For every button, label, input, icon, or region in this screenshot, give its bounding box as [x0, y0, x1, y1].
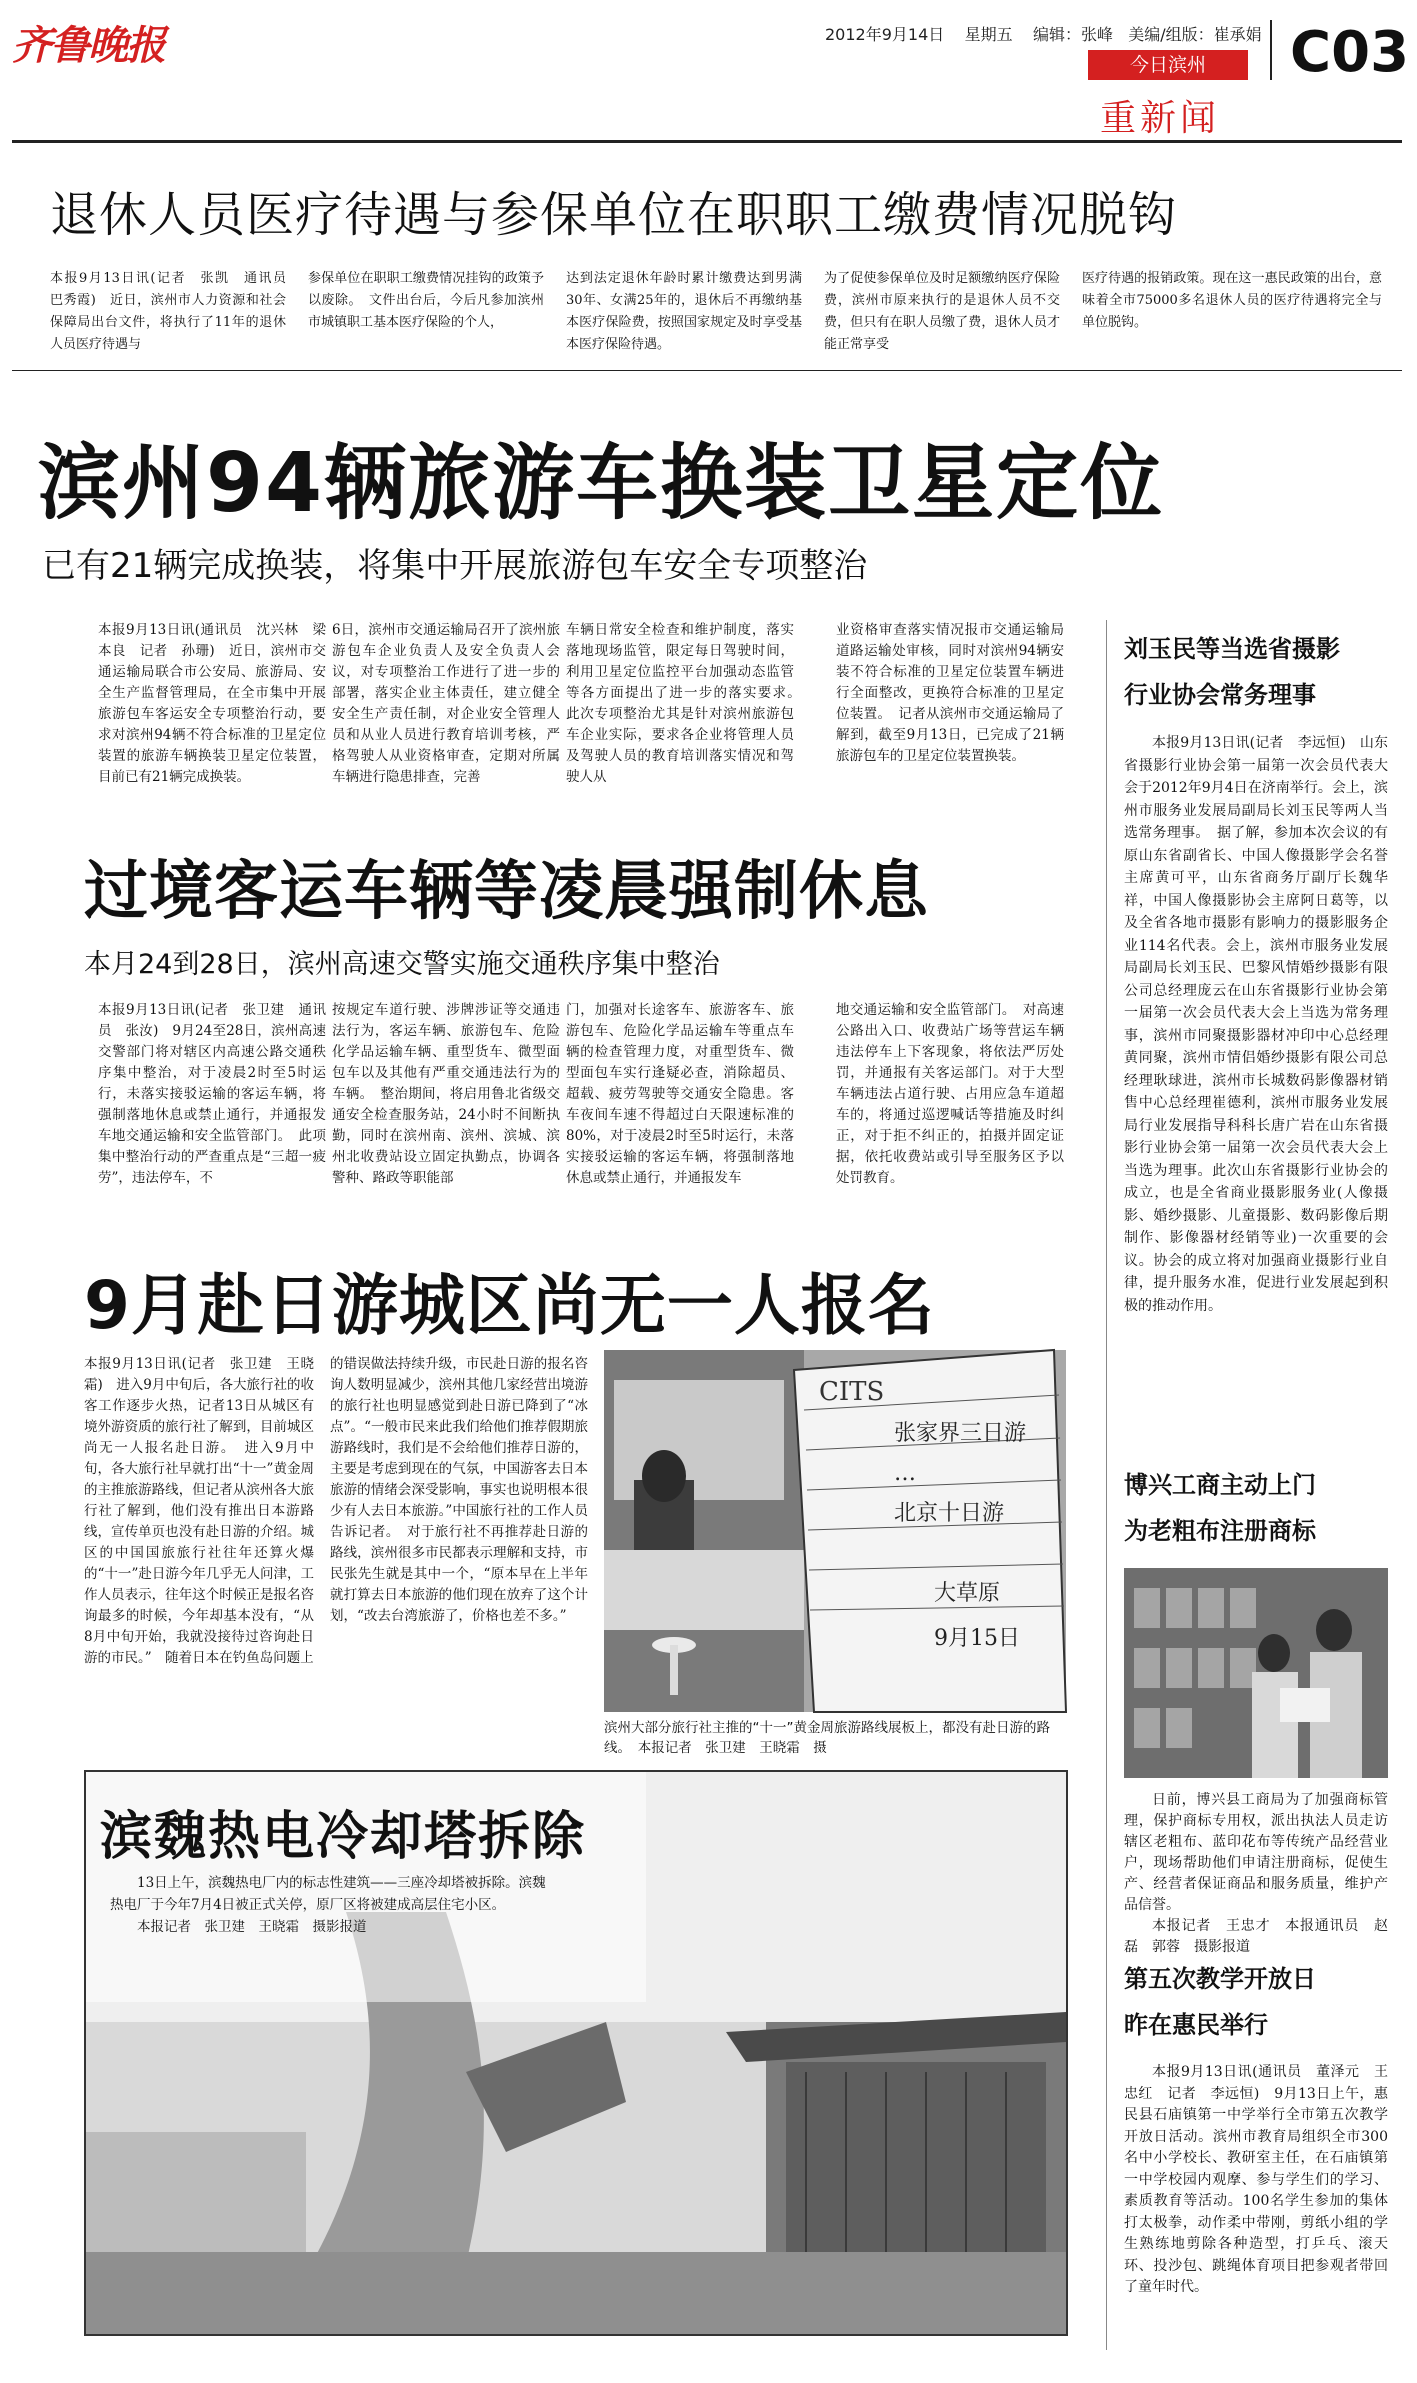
story4-col-1: 本报9月13日讯(记者 张卫建 王晓霜) 进入9月中旬后，各大旅行社的收客工作逐步火热，记者13日从城区有境外游资质的旅行社了解到，目前城区尚无一人报名赴日游。 进入9月中旬，各大旅行社早就打出“十一”黄金周的主推旅游路线，但记者从滨州各大旅行社了解到，他们没有推出日本游路线，宣传单页也没有赴日游的介绍。城区的中国国旅旅行社往年还算火爆的“十一”赴日游今年几乎无人问津，工作人员表示，往年这个时候正是报名咨询最多的时候，今年却基本没有，“从8月中旬开始，我就没接待过咨询赴日游的市民。” 随着日本在钓鱼岛问题上 — [84, 1356, 314, 1666]
section-name: 重新闻 — [1100, 98, 1221, 139]
story1-rule — [12, 370, 1402, 371]
sidebar-b-headline-2: 为老粗布注册商标 — [1124, 1517, 1316, 1545]
designer-credit: 美编/组版：崔承娟 — [1128, 25, 1262, 44]
story4-col-2: 的错误做法持续升级，市民赴日游的报名咨询人数明显减少，滨州其他几家经营出境游的旅行社也明显感觉到赴日游已降到了“冰点”。“一般市民来此我们给他们推荐假期旅游路线时，我们是不会给他们推荐日游的，主要是考虑到现在的气氛，中国游客去日本旅游的情绪会深受影响，事实也说明根本很少有人去日本旅游。”中国旅行社的工作人员告诉记者。 对于旅行社不再推荐赴日游的路线，滨州很多市民都表示理解和支持，市民张先生就是其中一个，“原本早在上半年就打算去日本旅游的他们现在放弃了这个计划，“改去台湾旅游了，价格也差不多。” — [330, 1356, 588, 1624]
sidebar-b-caption — [1124, 1790, 1388, 1958]
story3-col-3: 门，加强对长途客车、旅游客车、旅游包车、危险化学品运输车等重点车辆的检查管理力度，对重型货车、微型面包车实行逢疑必查，消除超员、超载、疲劳驾驶等交通安全隐患。客车夜间车速不得超过白天限速标准的80%，对于凌晨2时至5时运行，未落实接驳运输的客运车辆，将强制落地休息或禁止通行，并通报发车 — [566, 1002, 794, 1186]
story5-byline: 本报记者 张卫建 王晓霜 摄影报道 — [137, 1919, 367, 1935]
trademark-illustration — [1124, 1568, 1388, 1778]
story2-col-2: 6日，滨州市交通运输局召开了滨州旅游包车企业负责人及安全负责人会议，对专项整治工作进行了进一步的部署，落实企业主体责任，建立健全安全生产责任制，对企业安全管理人员和从业人员进行教育培训考核，严格驾驶人从业资格审查，定期对所属车辆进行隐患排查，完善 — [332, 622, 560, 785]
masthead-divider-v — [1270, 20, 1272, 80]
story1-headline: 退休人员医疗待遇与参保单位在职职工缴费情况脱钩 — [50, 187, 1178, 243]
story3-col-2: 按规定车道行驶、涉牌涉证等交通违法行为，客运车辆、旅游包车、危险化学品运输车辆、重型货车、微型面包车以及其他有严重交通违法行为的车辆。 整治期间，将启用鲁北省级交通安全检查服务站，24小时不间断执勤，同时在滨州南、滨州、滨城、滨州北收费站设立固定执勤点，协调各警种、路政等职能部 — [332, 1002, 560, 1186]
story1-col-3: 达到法定退休年龄时累计缴费达到男满30年、女满25年的，退休后不再缴纳基本医疗保险费，按照国家规定及时享受基本医疗保险待遇。 — [566, 271, 802, 352]
issue-date: 2012年9月14日 — [825, 25, 945, 44]
issue-weekday: 星期五 — [964, 25, 1013, 44]
sidebar-c-headline-1: 第五次教学开放日 — [1124, 1965, 1316, 1993]
sidebar-story-a — [1124, 626, 1388, 1432]
story5-caption-text: 13日上午，滨魏热电厂内的标志性建筑——三座冷却塔被拆除。滨魏热电厂于今年7月4日被正式关停，原厂区将被建成高层住宅小区。 — [110, 1875, 546, 1913]
story5-headline: 滨魏热电冷却塔拆除 — [100, 1807, 587, 1867]
board-text-cits: CITS — [819, 1377, 885, 1407]
story2-col-4: 业资格审查落实情况报市交通运输局道路运输处审核，同时对滨州94辆安装不符合标准的卫星定位装置车辆进行全面整改，更换符合标准的卫星定位装置。 记者从滨州市交通运输局了解到，截至9月13日，已完成了21辆旅游包车的卫星定位装置换装。 — [836, 622, 1064, 764]
travel-board-illustration — [604, 1350, 1066, 1712]
story4-photo-caption: 滨州大部分旅行社主推的“十一”黄金周旅游路线展板上，都没有赴日游的路线。 本报记者 张卫建 王晓霜 摄 — [604, 1720, 1050, 1756]
story1-col-4: 为了促使参保单位及时足额缴纳医疗保险费，滨州市原来执行的是退休人员不交费，但只有在职人员缴了费，退休人员才能正常享受 — [824, 271, 1060, 352]
travel-board-photo — [604, 1350, 1066, 1712]
section-tag: 今日滨州 — [1088, 50, 1248, 80]
sidebar-story-b — [1124, 1462, 1388, 1958]
story3-col-1: 本报9月13日讯(记者 张卫建 通讯员 张汝) 9月24至28日，滨州高速交警部门将对辖区内高速公路交通秩序集中整治，对于凌晨2时至5时运行，未落实接驳运输的客运车辆，将强制落地休息或禁止通行，并通报发车地交通运输和安全监管部门。 此项集中整治行动的严查重点是“三超一疲劳”，违法停车，不 — [98, 1002, 326, 1186]
svg-text:9月15日: 9月15日 — [934, 1626, 1020, 1651]
svg-text:大草原: 大草原 — [934, 1581, 1001, 1606]
story1-col-2: 参保单位在职职工缴费情况挂钩的政策予以废除。 文件出台后，今后凡参加滨州市城镇职工基本医疗保险的个人， — [308, 271, 544, 330]
sidebar-b-headline-1: 博兴工商主动上门 — [1124, 1471, 1316, 1499]
story1-col-1: 本报9月13日讯(记者 张凯 通讯员 巴秀霞) 近日，滨州市人力资源和社会保障局出台文件，将执行了11年的退休人员医疗待遇与 — [50, 271, 300, 352]
story2-headline: 滨州94辆旅游车换装卫星定位 — [38, 436, 1165, 531]
story2-col-3: 车辆日常安全检查和维护制度，落实落地现场监管，限定每日驾驶时间，利用卫星定位监控平台加强动态监管等各方面提出了进一步的落实要求。 此次专项整治尤其是针对滨州旅游包车企业实际，要求各企业将管理人员及驾驶人员的教育培训落实情况和驾驶人从 — [566, 622, 808, 785]
story3-col-4: 地交通运输和安全监管部门。 对高速公路出入口、收费站广场等营运车辆违法停车上下客现象，将依法严厉处罚，并通报有关客运部门。对于大型车辆违法占道行驶、占用应急车道超车的，将通过巡逻喊话等措施及时纠正，对于拒不纠正的，拍摄并固定证据，依托收费站或引导至服务区予以处罚教育。 — [836, 1002, 1064, 1186]
sidebar-a-body: 本报9月13日讯(记者 李远恒) 山东省摄影行业协会第一届第一次会员代表大会于2012年9月4日在济南举行。会上，滨州市服务业发展局副局长刘玉民等两人当选常务理事。 据了解，参加本次会议的有原山东省副省长、中国人像摄影学会名誉主席黄可平，山东省商务厅副厅长魏华祥，中国人像摄影协会主席阿日葛等，以及全省各地市摄影有影响力的摄影服务企业114名代表。会上，滨州市服务业发展局副局长刘玉民、巴黎风情婚纱摄影有限公司总经理庞云在山东省摄影行业协会第一届第一次会员代表大会上当选为常务理事，滨州市同聚摄影器材冲印中心总经理黄同聚，滨州市情侣婚纱摄影有限公司总经理耿球进，滨州市长城数码影像器材销售中心总经理崔德利，滨州市服务业发展局行业发展指导科科长唐广岩在山东省摄影行业协会第一届第一次会员代表大会上当选为理事。此次山东省摄影行业协会的成立，也是全省商业摄影服务业(人像摄影、婚纱摄影、儿童摄影、数码影像后期制作、影像器材经销等业)一次重要的会议。协会的成立将对加强商业摄影行业自律，提升服务水准，促进行业发展起到积极的推动作用。 — [1124, 735, 1388, 1314]
story1-col-5: 医疗待遇的报销政策。现在这一惠民政策的出台，意味着全市75000多名退休人员的医疗待遇将完全与单位脱钩。 — [1082, 271, 1382, 330]
sidebar-c-body: 本报9月13日讯(通讯员 董泽元 王忠红 记者 李远恒) 9月13日上午，惠民县石庙镇第一中学举行全市第五次教学开放日活动。滨州市教育局组织全市300名中小学校长、教研室主任，在石庙镇第一中学校园内观摩、参与学生们的学习、素质教育等活动。100名学生参加的集体打太极拳，动作柔中带刚，剪纸小组的学生熟练地剪除各种造型，打乒乓、滚天环、投沙包、跳绳体育项目把参观者带回了童年时代。 — [1124, 2064, 1388, 2295]
masthead-logo: 齐鲁晚报 — [12, 22, 164, 69]
sidebar-c-headline-2: 昨在惠民举行 — [1124, 2011, 1268, 2039]
story3-subhead: 本月24到28日，滨州高速交警实施交通秩序集中整治 — [84, 949, 720, 980]
svg-text:北京十日游: 北京十日游 — [894, 1501, 1005, 1526]
story5-caption — [110, 1872, 550, 1938]
sidebar-b-byline: 本报记者 王忠才 本报通讯员 赵磊 郭蓉 摄影报道 — [1124, 1918, 1388, 1955]
masthead-rule — [12, 140, 1402, 143]
sidebar-a-headline-2: 行业协会常务理事 — [1124, 681, 1316, 709]
editor-credit: 编辑：张峰 — [1032, 25, 1113, 44]
sidebar-a-headline-1: 刘玉民等当选省摄影 — [1124, 635, 1340, 663]
trademark-photo — [1124, 1568, 1388, 1778]
story2-subhead: 已有21辆完成换装，将集中开展旅游包车安全专项整治 — [42, 546, 868, 586]
svg-text:…: … — [894, 1461, 916, 1486]
story4-headline: 9月赴日游城区尚无一人报名 — [84, 1267, 935, 1344]
svg-text:张家界三日游: 张家界三日游 — [894, 1421, 1027, 1446]
sidebar-b-caption-text: 日前，博兴县工商局为了加强商标管理，保护商标专用权，派出执法人员走访辖区老粗布、蓝印花布等传统产品经营业户，现场帮助他们申请注册商标，促使生产、经营者保证商品和服务质量，维护产品信誉。 — [1124, 1792, 1388, 1913]
story2-col-1: 本报9月13日讯(通讯员 沈兴林 梁本良 记者 孙珊) 近日，滨州市交通运输局联合市公安局、旅游局、安全生产监督管理局，在全市集中开展旅游包车客运安全专项整治行动，要求对滨州94辆不符合标准的卫星定位装置的旅游车辆换装卫星定位装置，目前已有21辆完成换装。 — [98, 622, 326, 785]
sidebar-story-c — [1124, 1956, 1388, 2332]
story3-headline: 过境客运车辆等凌晨强制休息 — [84, 855, 929, 929]
masthead-date — [825, 22, 1262, 45]
sidebar-divider — [1106, 620, 1107, 2350]
page-number: C03 — [1290, 20, 1410, 85]
